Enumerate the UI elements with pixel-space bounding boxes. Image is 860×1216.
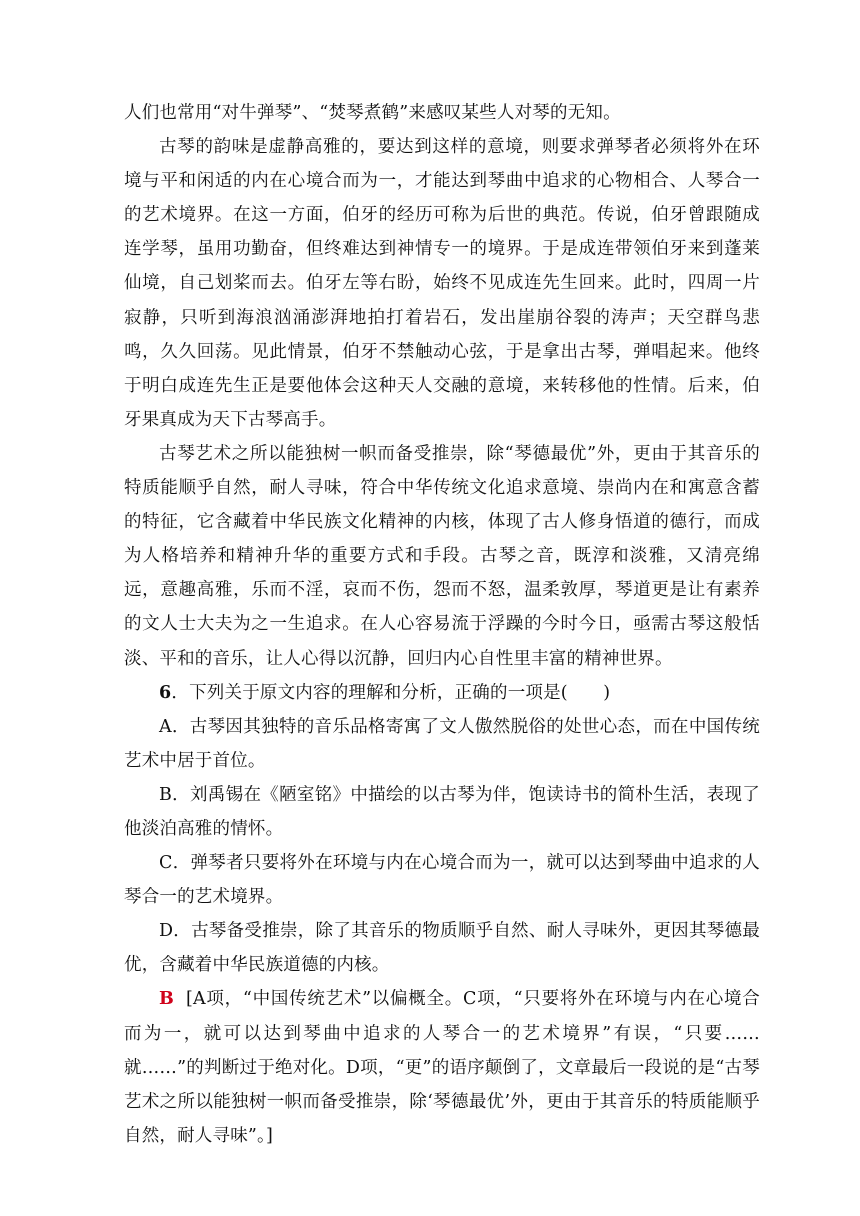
question-stem <box>124 676 760 710</box>
passage-paragraph-1: 古琴的韵味是虚静高雅的，要达到这样的意境，则要求弹琴者必须将外在环境与平和闲适的内在心境合而为一，才能达到琴曲中追求的心物相合、人琴合一的艺术境界。在这一方面，伯牙的经历可称为后世的典范。传说，伯牙曾跟随成连学琴，虽用功勤奋，但终难达到神情专一的境界。于是成连带领伯牙来到蓬莱仙境，自己划桨而去。伯牙左等右盼，始终不见成连先生回来。此时，四周一片寂静，只听到海浪汹涌澎湃地拍打着岩石，发出崖崩谷裂的涛声；天空群鸟悲鸣，久久回荡。见此情景，伯牙不禁触动心弦，于是拿出古琴，弹唱起来。他终于明白成连先生正是要他体会这种天人交融的意境，来转移他的性情。后来，伯牙果真成为天下古琴高手。 <box>124 137 760 430</box>
answer-block <box>124 982 760 1152</box>
answer-explanation: [A项，“中国传统艺术”以偏概全。C项，“只要将外在环境与内在心境合而为一，就可以达到琴曲中追求的人琴合一的艺术境界”有误，“只要……就……”的判断过于绝对化。D项，“更”的语序颠倒了，文章最后一段说的是“古琴艺术之所以能独树一帜而备受推崇，除‘琴德最优’外，更由于其音乐的特质能顺乎自然，耐人寻味”。] <box>124 989 760 1146</box>
passage-paragraph-continued: 人们也常用“对牛弹琴”、“焚琴煮鹤”来感叹某些人对琴的无知。 <box>124 103 621 123</box>
question-stem-text: ．下列关于原文内容的理解和分析，正确的一项是( ) <box>171 682 611 703</box>
document-page <box>124 96 760 1153</box>
passage-paragraph-2: 古琴艺术之所以能独树一帜而备受推崇，除“琴德最优”外，更由于其音乐的特质能顺乎自然，耐人寻味，符合中华传统文化追求意境、崇尚内在和寓意含蓄的特征，它含藏着中华民族文化精神的内核，体现了古人修身悟道的德行，而成为人格培养和精神升华的重要方式和手段。古琴之音，既淳和淡雅，又清亮绵远，意趣高雅，乐而不淫，哀而不伤，怨而不怒，温柔敦厚，琴道更是让有素养的文人士大夫为之一生追求。在人心容易流于浮躁的今时今日，亟需古琴这般恬淡、平和的音乐，让人心得以沉静，回归内心自性里丰富的精神世界。 <box>124 443 760 669</box>
option-c: C．弹琴者只要将外在环境与内在心境合而为一，就可以达到琴曲中追求的人琴合一的艺术境界。 <box>124 853 760 908</box>
option-b: B．刘禹锡在《陋室铭》中描绘的以古琴为伴，饱读诗书的简朴生活，表现了他淡泊高雅的情怀。 <box>124 784 760 839</box>
question-number: 6 <box>159 682 172 703</box>
option-a: A．古琴因其独特的音乐品格寄寓了文人傲然脱俗的处世心态，而在中国传统艺术中居于首位。 <box>124 716 760 771</box>
option-d: D．古琴备受推崇，除了其音乐的物质顺乎自然、耐人寻味外，更因其琴德最优，含藏着中华民族道德的内核。 <box>124 921 760 976</box>
answer-letter: B <box>159 989 174 1010</box>
